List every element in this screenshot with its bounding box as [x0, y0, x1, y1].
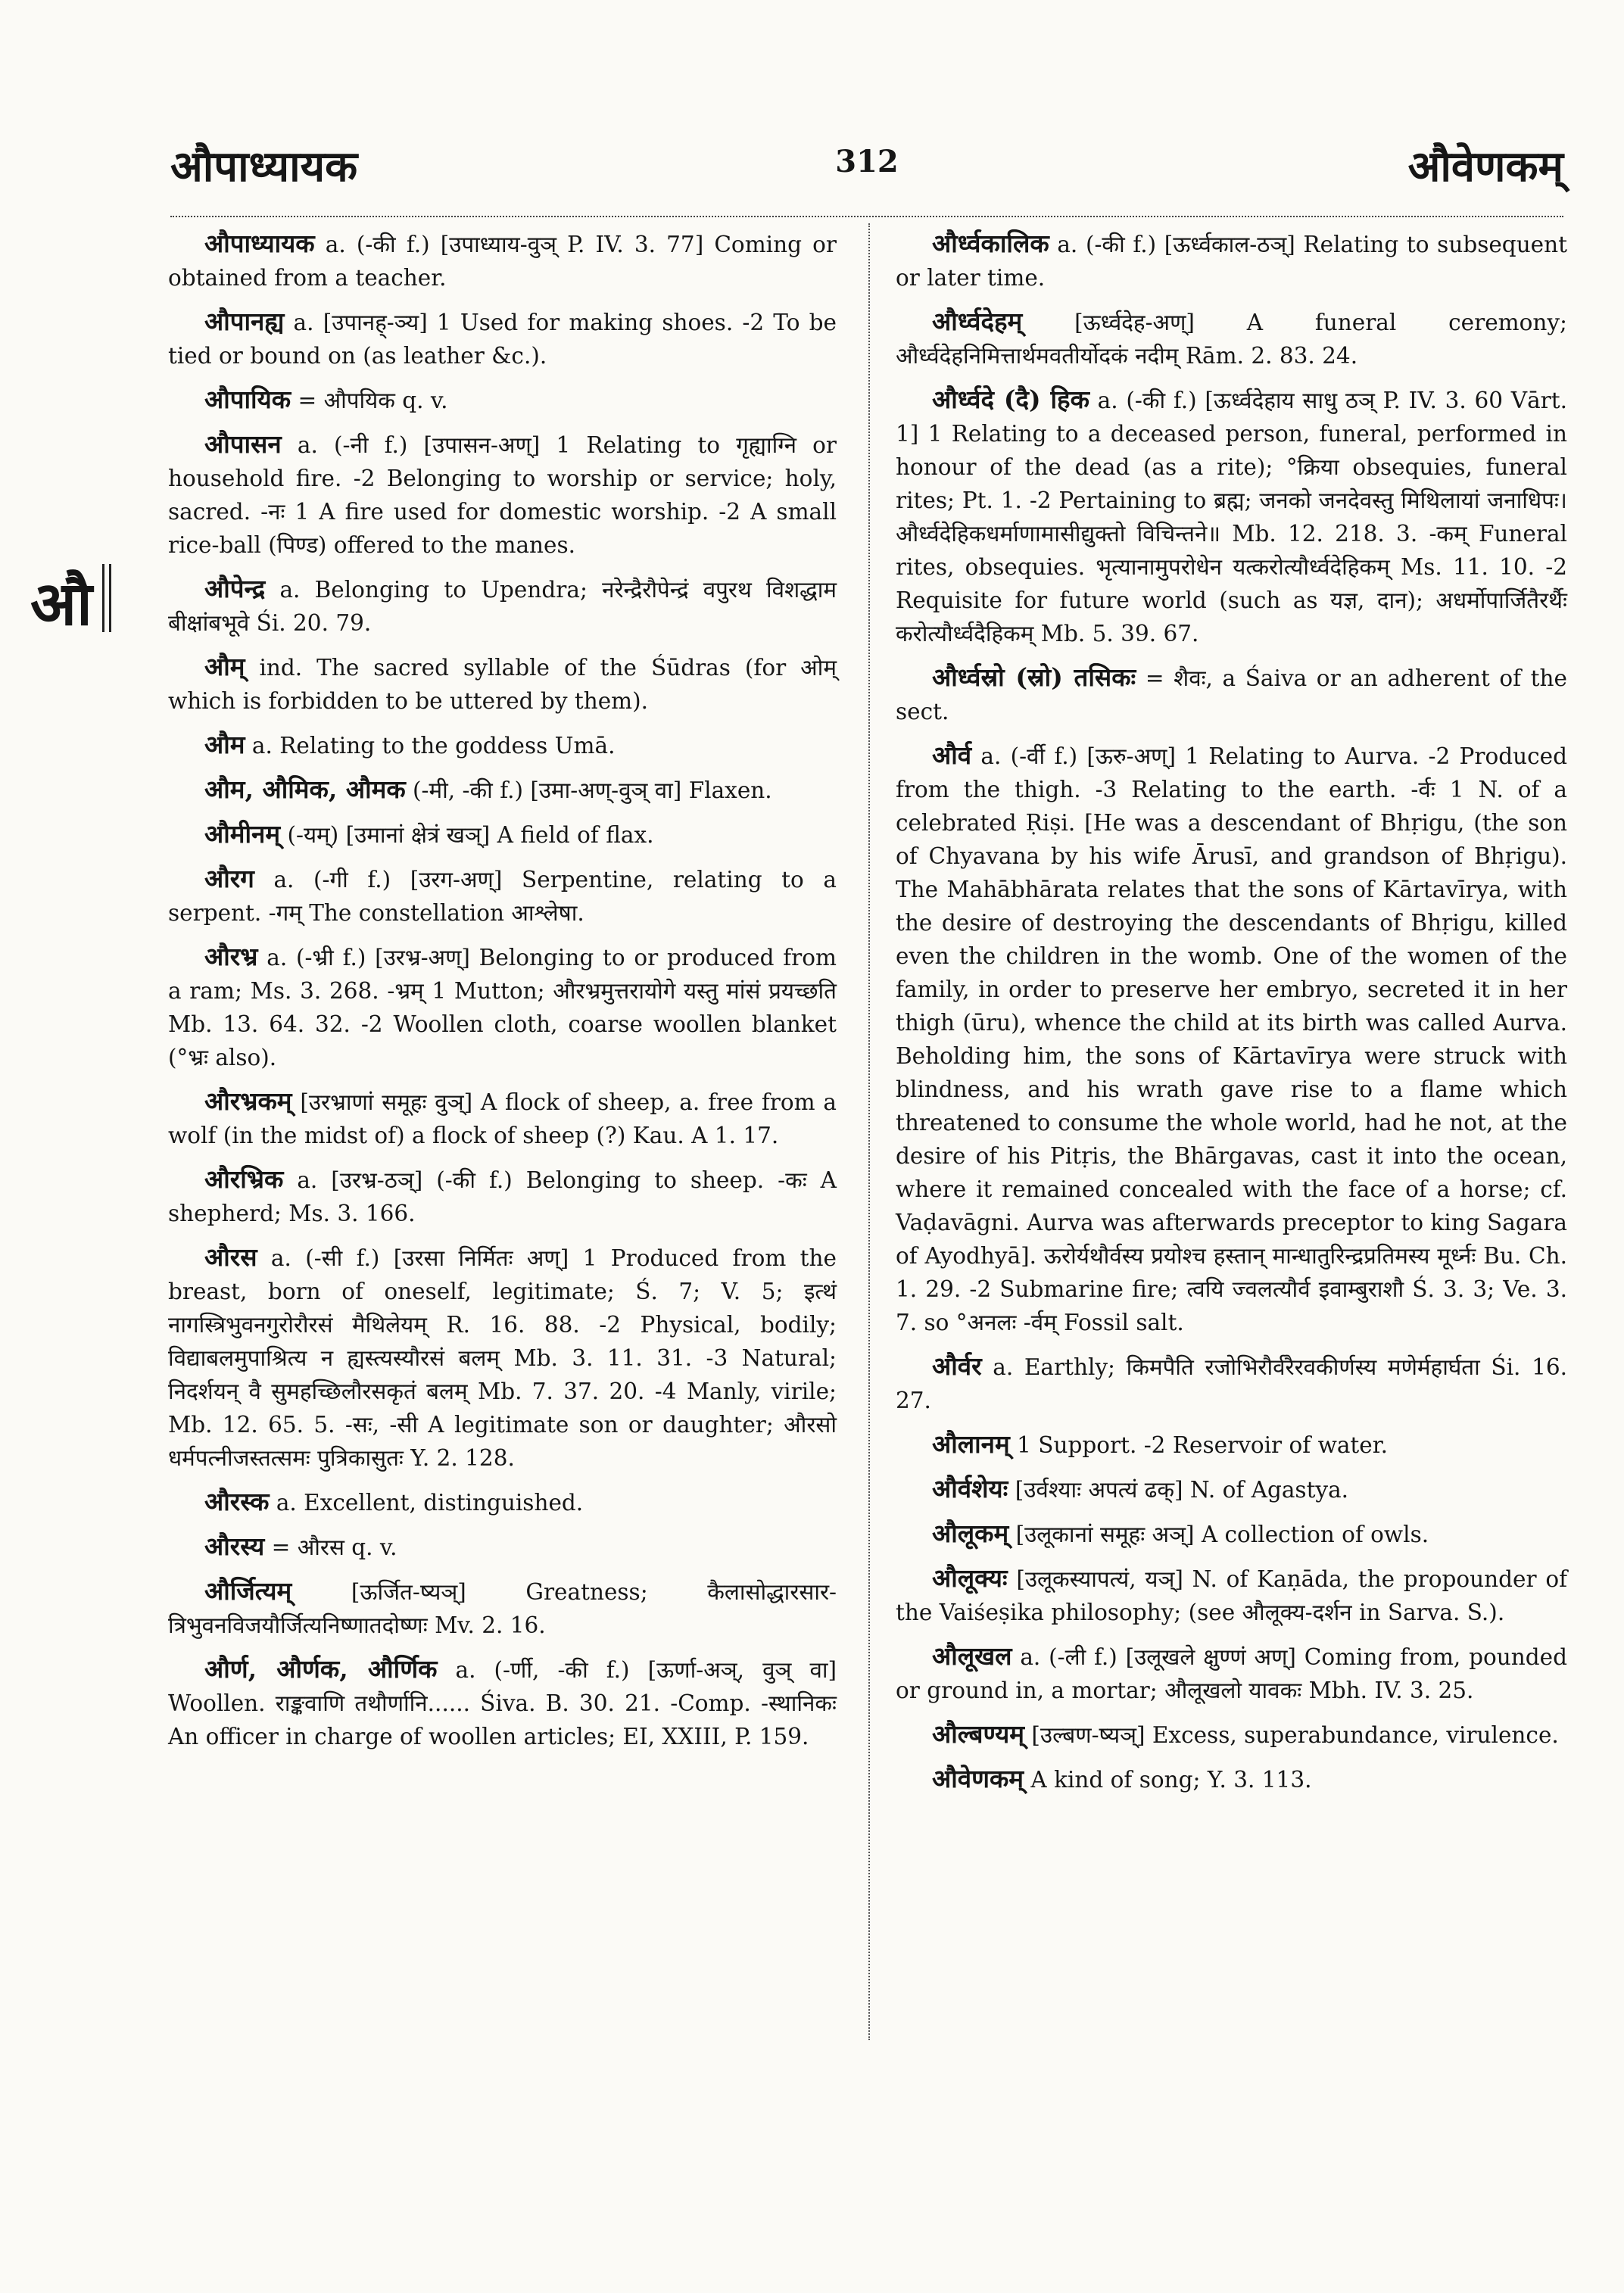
header-rule	[170, 216, 1563, 217]
dictionary-entry	[896, 383, 1567, 650]
entry-headword: औपायिक	[204, 385, 291, 414]
entry-definition: a. (-ली f.) [उलूखले क्षुण्णं अण्] Coming from, pounded or ground in, a mortar; औलूखलो यावकः Mbh. IV. 3. 25.	[896, 1644, 1567, 1703]
dictionary-entry	[168, 428, 837, 562]
entry-headword: औपाध्यायक	[204, 229, 315, 258]
dictionary-entry	[168, 1241, 837, 1475]
entry-headword: औपानह्य	[204, 307, 285, 336]
page-number: 312	[835, 144, 899, 179]
entry-headword: औम	[204, 730, 245, 759]
entry-headword: औरस्य	[204, 1531, 265, 1561]
entry-definition: a. (-गी f.) [उरग-अण्] Serpentine, relating to a serpent. -गम् The constellation आश्लेषा.	[168, 867, 837, 926]
dictionary-entry	[168, 862, 837, 930]
dictionary-entry	[168, 818, 837, 852]
entry-definition: [उल्बण-ष्यञ्] Excess, superabundance, virulence.	[1024, 1722, 1559, 1748]
dictionary-entry	[896, 1640, 1567, 1707]
entry-definition: a. (-सी f.) [उरसा निर्मितः अण्] 1 Produced from the breast, born of oneself, legitimate; Ś. 7; V. 5; इत्थं नागस्त्रिभुवनगुरोरौरसं मैथिलेयम् R. 16. 88. -2 Physical, bodily; विद्याबलमुपाश्रित्य न ह्यस्त्यस्यौरसं बलम् Mb. 3. 11. 31. -3 Natural; निदर्शयन् वै सुमहच्छिलौरसकृतं बलम् Mb. 7. 37. 20. -4 Manly, virile; Mb. 12. 65. 5. -सः, -सी A legitimate son or daughter; औरसो धर्मपत्नीजस्तत्समः पुत्रिकासुतः Y. 2. 128.	[168, 1245, 837, 1471]
entry-definition: 1 Support. -2 Reservoir of water.	[1009, 1432, 1388, 1458]
entry-headword: औमीनम्	[204, 819, 281, 849]
dictionary-entry	[168, 1575, 837, 1642]
entry-headword: और्ध्वकालिक	[932, 229, 1049, 258]
entry-definition: = औरस q. v.	[264, 1534, 397, 1560]
entry-definition: a. (-की f.) [उपाध्याय-वुञ् P. IV. 3. 77] Coming or obtained from a teacher.	[168, 232, 837, 291]
dictionary-entry	[896, 1562, 1567, 1629]
entry-definition: a. (-र्णी, -की f.) [ऊर्णा-अञ्, वुञ् वा] Woollen. राङ्कवाणि तथौर्णानि...... Śiva. B. 30. 21. -Comp. -स्थानिकः An officer in charge of woollen articles; EI, XXIII, P. 159.	[168, 1657, 837, 1749]
page-header	[170, 136, 1563, 212]
dictionary-entry	[168, 383, 837, 417]
entry-headword: औवेणकम्	[932, 1764, 1024, 1793]
thumb-index: औ	[30, 569, 92, 639]
entry-definition: [उलूकानां समूहः अञ्] A collection of owls.	[1008, 1522, 1429, 1547]
dictionary-entry	[168, 572, 837, 640]
entry-headword: औरस्क	[204, 1487, 270, 1516]
entry-definition: a. (-भ्री f.) [उरभ्र-अण्] Belonging to or produced from a ram; Ms. 3. 268. -भ्रम् 1 Mutton; औरभ्रमुत्तरायोगे यस्तु मांसं प्रयच्छति Mb. 13. 64. 32. -2 Woollen cloth, coarse woollen blanket (°भ्रः also).	[168, 945, 837, 1070]
entry-headword: औम, औमिक, औमक	[204, 774, 406, 804]
dictionary-entry	[168, 940, 837, 1074]
entry-definition: [ऊर्जित-ष्यञ्] Greatness; कैलासोद्धारसार-त्रिभुवनविजयौर्जित्यनिष्णातदोष्णः Mv. 2. 16.	[168, 1579, 837, 1638]
entry-definition: [उलूकस्यापत्यं, यञ्] N. of Kaṇāda, the propounder of the Vaiśeṣika philosophy; (see औलूक्य-दर्शन in Sarva. S.).	[896, 1566, 1567, 1625]
entry-headword: औल्बण्यम्	[932, 1719, 1025, 1749]
entry-headword: और्ध्वदेहम्	[932, 307, 1023, 336]
dictionary-entry	[896, 227, 1567, 294]
dictionary-entry	[168, 1653, 837, 1753]
entry-headword: औरभ्र	[204, 942, 258, 971]
running-head-right: औवेणकम्	[1407, 142, 1563, 192]
thumb-index-bar	[102, 564, 111, 632]
entry-definition: (-मी, -की f.) [उमा-अण्-वुञ् वा] Flaxen.	[405, 777, 772, 803]
entry-headword: और्ध्वस्रो (स्रो) तसिकः	[932, 662, 1136, 692]
entry-headword: और्वर	[932, 1351, 982, 1381]
entry-headword: औलूक्यः	[932, 1563, 1008, 1593]
left-column	[168, 227, 837, 1764]
entry-definition: a. (-की f.) [ऊर्ध्वदेहाय साधु ठञ् P. IV. 3. 60 Vārt. 1] 1 Relating to a deceased person, funeral, performed in honour of the dead (as a rite); °क्रिया obsequies, funeral rites; Pt. 1. -2 Pertaining to ब्रह्म; जनको जनदेवस्तु मिथिलायां जनाधिपः। और्ध्वदेहिकधर्माणामासीद्युक्तो विचिन्तने॥ Mb. 12. 218. 3. -कम् Funeral rites, obsequies. भृत्यानामुपरोधेन यत्करोत्यौर्ध्वदेहिकम् Ms. 11. 10. -2 Requisite for future world (such as यज्ञ, दान); अधर्मोपार्जितैरर्थैः करोत्यौर्ध्वदैहिकम् Mb. 5. 39. 67.	[896, 388, 1567, 646]
dictionary-entry	[168, 1530, 837, 1564]
entry-headword: औरग	[204, 864, 254, 893]
entry-headword: औपेन्द्र	[204, 574, 266, 603]
entry-definition: = औपयिक q. v.	[291, 388, 448, 413]
right-column	[896, 227, 1567, 1807]
dictionary-entry	[896, 1428, 1567, 1462]
dictionary-entry	[896, 305, 1567, 372]
dictionary-entry	[168, 650, 837, 718]
dictionary-entry	[168, 773, 837, 807]
entry-definition: a. [उरभ्र-ठञ्] (-की f.) Belonging to sheep. -कः A shepherd; Ms. 3. 166.	[168, 1167, 837, 1226]
entry-definition: A kind of song; Y. 3. 113.	[1024, 1767, 1312, 1793]
entry-headword: औपासन	[204, 429, 282, 459]
dictionary-entry	[168, 1085, 837, 1152]
entry-definition: = शैवः, a Śaiva or an adherent of the sect.	[896, 665, 1567, 724]
dictionary-entry	[896, 1718, 1567, 1752]
running-head-left: औपाध्यायक	[170, 142, 358, 192]
dictionary-entry	[168, 728, 837, 762]
column-divider	[868, 223, 870, 2040]
dictionary-entry	[168, 305, 837, 372]
entry-definition: a. Relating to the goddess Umā.	[245, 733, 616, 759]
entry-definition: a. (-नी f.) [उपासन-अण्] 1 Relating to गृह्याग्नि or household fire. -2 Belonging to worship or service; holy, sacred. -नः 1 A fire used for domestic worship. -2 A small rice-ball (पिण्ड) offered to the manes.	[168, 432, 837, 558]
entry-headword: औलानम्	[932, 1429, 1010, 1459]
entry-headword: औलूखल	[932, 1641, 1012, 1671]
dictionary-entry	[896, 1762, 1567, 1796]
entry-headword: औलूकम्	[932, 1519, 1009, 1548]
entry-definition: a. (-र्वी f.) [ऊरु-अण्] 1 Relating to Aurva. -2 Produced from the thigh. -3 Relating to the earth. -र्वः 1 N. of a celebrated Ṛiṣi. [He was a descendant of Bhṛigu, (the son of Chyavana by his wife Ārusī, and grandson of Bhṛigu). The Mahābhārata relates that the sons of Kārtavīrya, with the desire of destroying the descendants of Bhṛigu, killed even the children in the womb. One of the women of the family, in order to preserve her embryo, secreted it in her thigh (ūru), whence the child at its birth was called Aurva. Beholding him, the sons of Kārtavīrya were struck with blindness, and his wrath gave rise to a flame which threatened to consume the whole world, had he not, at the desire of his Pitṛis, the Bhārgavas, cast it into the ocean, where it remained concealed with the face of a horse; cf. Vaḍavāgni. Aurva was afterwards preceptor to king Sagara of Ayodhyā]. ऊरोर्यथौर्वस्य प्रयोश्च हस्तान् मान्धातुरिन्द्रप्रतिमस्य मूर्ध्नः Bu. Ch. 1. 29. -2 Submarine fire; त्वयि ज्वलत्यौर्व इवाम्बुराशौ Ś. 3. 3; Ve. 3. 7. so °अनलः -र्वम् Fossil salt.	[896, 743, 1567, 1335]
dictionary-entry	[896, 1517, 1567, 1551]
dictionary-entry	[896, 1472, 1567, 1506]
entry-headword: औरभ्रकम्	[204, 1086, 292, 1116]
entry-definition: a. Earthly; किमपैति रजोभिरौर्वरैरवकीर्णस्य मणेर्महार्घता Śi. 16. 27.	[896, 1354, 1567, 1413]
dictionary-entry	[168, 1163, 837, 1230]
entry-headword: और्व	[932, 740, 972, 770]
entry-headword: औम्	[204, 652, 245, 681]
entry-definition: a. [उपानह्-ञ्य] 1 Used for making shoes. -2 To be tied or bound on (as leather &c.).	[168, 310, 837, 369]
dictionary-entry	[168, 227, 837, 294]
entry-definition: (-यम्) [उमानां क्षेत्रं खञ्] A field of flax.	[280, 822, 654, 848]
entry-headword: और्ध्वदे (दै) हिक	[932, 385, 1089, 414]
entry-definition: a. Excellent, distinguished.	[269, 1490, 584, 1516]
entry-definition: ind. The sacred syllable of the Śūdras (for ओम् which is forbidden to be uttered by them).	[168, 655, 837, 714]
entry-headword: और्ण, और्णक, और्णिक	[204, 1654, 438, 1684]
entry-definition: [उर्वश्याः अपत्यं ढक्] N. of Agastya.	[1008, 1477, 1349, 1503]
entry-headword: औरस	[204, 1242, 257, 1272]
entry-definition: a. Belonging to Upendra; नरेन्द्रैरौपेन्द्रं वपुरथ विशद्धाम बीक्षांबभूवे Śi. 20. 79.	[168, 577, 837, 636]
entry-headword: औरभ्रिक	[204, 1164, 284, 1194]
entry-headword: और्वशेयः	[932, 1474, 1008, 1503]
dictionary-entry	[896, 661, 1567, 728]
entry-headword: और्जित्यम्	[204, 1576, 292, 1606]
dictionary-entry	[896, 739, 1567, 1339]
dictionary-entry	[168, 1485, 837, 1519]
entry-definition: a. (-की f.) [ऊर्ध्वकाल-ठञ्] Relating to subsequent or later time.	[896, 232, 1567, 291]
entry-definition: [उरभ्राणां समूहः वुञ्] A flock of sheep, a. free from a wolf (in the midst of) a flock of sheep (?) Kau. A 1. 17.	[168, 1089, 837, 1148]
entry-definition: [ऊर्ध्वदेह-अण्] A funeral ceremony; और्ध्वदेहनिमित्तार्थमवतीर्योदकं नदीम् Rām. 2. 83. 24.	[896, 310, 1567, 369]
dictionary-entry	[896, 1350, 1567, 1417]
